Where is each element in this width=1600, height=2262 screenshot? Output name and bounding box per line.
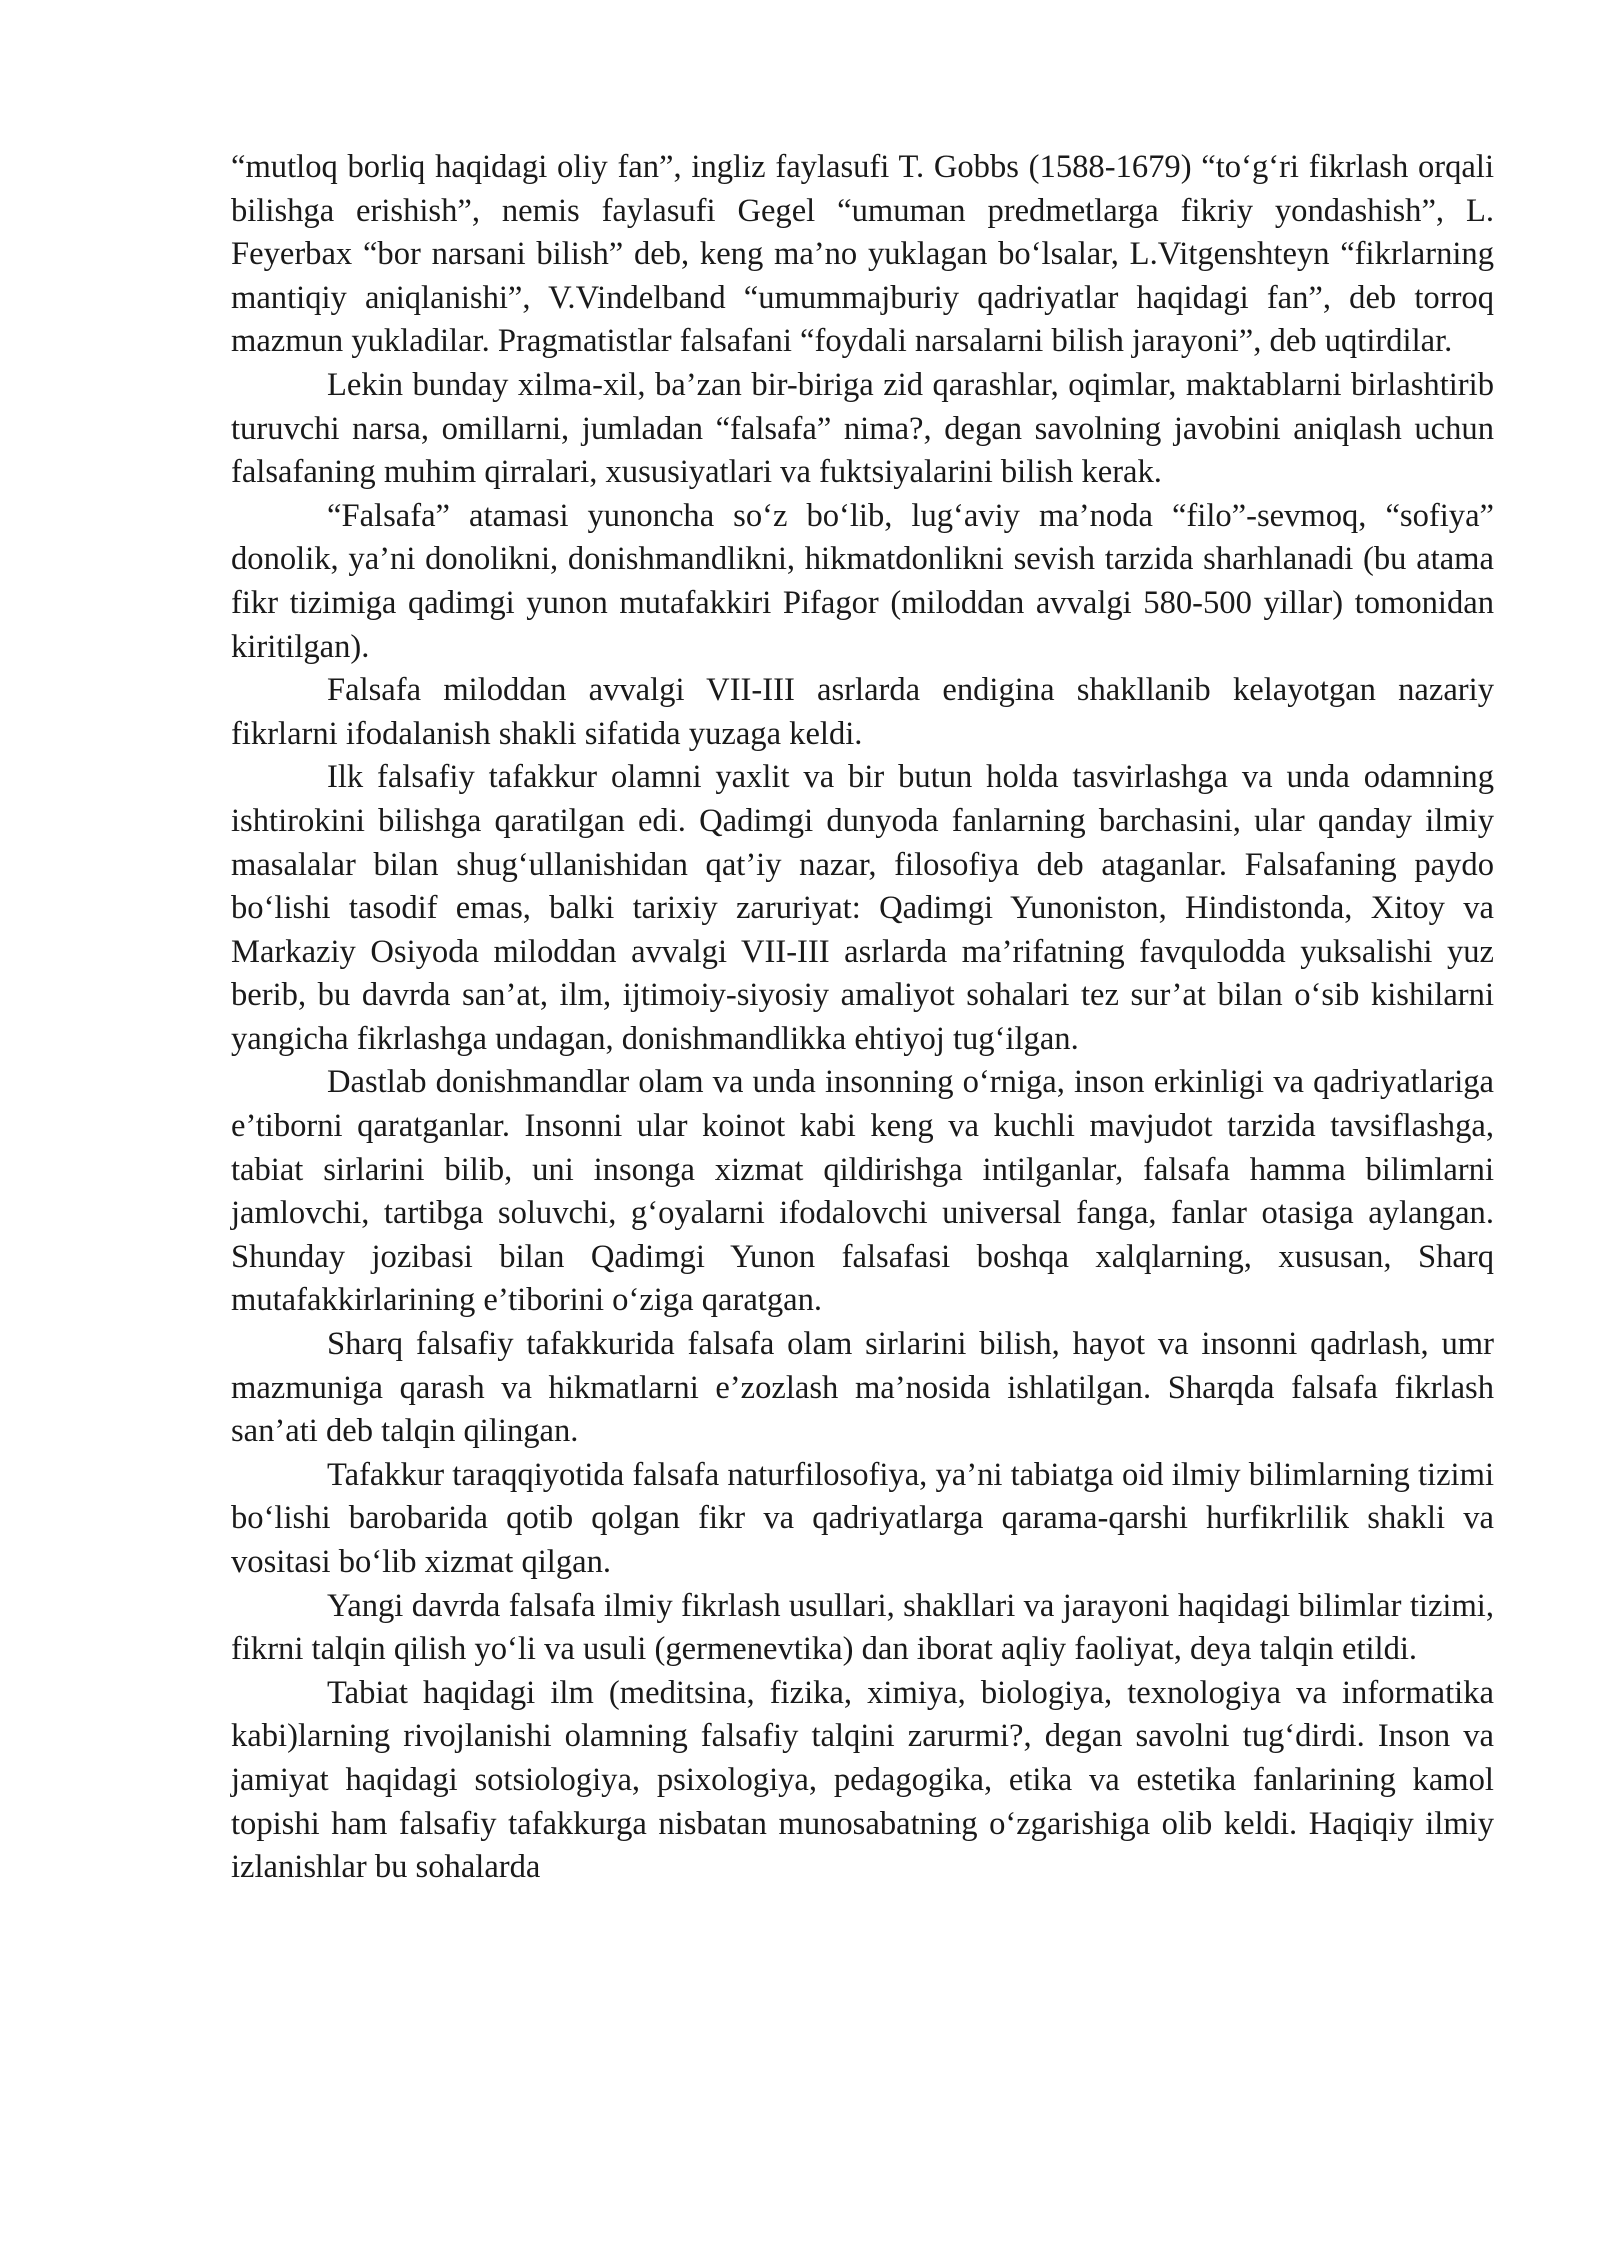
paragraph-2: Lekin bunday xilma-xil, ba’zan bir-biriga zid qarashlar, oqimlar, maktablarni birlashtirib turuvchi narsa, omillarni, jumladan “falsafa” nima?, degan savolning javobini aniqlash uchun falsafaning muhim qirralari, xususiyatlari va fuktsiyalarini bilish kerak. [231, 366, 1494, 491]
paragraph-7: Sharq falsafiy tafakkurida falsafa olam sirlarini bilish, hayot va insonni qadrlash, umr mazmuniga qarash va hikmatlarni e’zozlash ma’nosida ishlatilgan. Sharqda falsafa fikrlash san’ati deb talqin qilingan. [231, 1326, 1494, 1450]
paragraph-9: Yangi davrda falsafa ilmiy fikrlash usullari, shakllari va jarayoni haqidagi bilimlar tizimi, fikrni talqin qilish yo‘li va usuli (germenevtika) dan iborat aqliy faoliyat, deya talqin etildi. [231, 1587, 1494, 1668]
paragraph-1: “mutloq borliq haqidagi oliy fan”, ingliz faylasufi T. Gobbs (1588-1679) “to‘g‘ri fikrlash orqali bilishga erishish”, nemis faylasufi Gegel “umuman predmetlarga fikriy yondashish”, L. Feyerbax “bor narsani bilish” deb, keng ma’no yuklagan bo‘lsalar, L.Vitgenshteyn “fikrlarning mantiqiy aniqlanishi”, V.Vindelband “umummajburiy qadriyatlar haqidagi fan”, deb torroq mazmun yukladilar. Pragmatistlar falsafani “foydali narsalarni bilish jarayoni”, deb uqtirdilar. [231, 149, 1494, 360]
paragraph-5: Ilk falsafiy tafakkur olamni yaxlit va bir butun holda tasvirlashga va unda odamning ishtirokini bilishga qaratilgan edi. Qadimgi dunyoda fanlarning barchasini, ular qanday ilmiy masalalar bilan shug‘ullanishidan qat’iy nazar, filosofiya deb ataganlar. Falsafaning paydo bo‘lishi tasodif emas, balki tarixiy zaruriyat: Qadimgi Yunoniston, Hindistonda, Xitoy va Markaziy Osiyoda miloddan avvalgi VII-III asrlarda ma’rifatning favqulodda yuksalishi yuz berib, bu davrda san’at, ilm, ijtimoiy-siyosiy amaliyot sohalari tez sur’at bilan o‘sib kishilarni yangicha fikrlashga undagan, donishmandlikka ehtiyoj tug‘ilgan. [231, 759, 1494, 1057]
paragraph-8: Tafakkur taraqqiyotida falsafa naturfilosofiya, ya’ni tabiatga oid ilmiy bilimlarning tizimi bo‘lishi barobarida qotib qolgan fikr va qadriyatlarga qarama-qarshi hurfikrlilik shakli va vositasi bo‘lib xizmat qilgan. [231, 1456, 1494, 1580]
document-page [231, 146, 1494, 1890]
paragraph-6: Dastlab donishmandlar olam va unda insonning o‘rniga, inson erkinligi va qadriyatlariga e’tiborni qaratganlar. Insonni ular koinot kabi keng va kuchli mavjudot tarzida tavsiflashga, tabiat sirlarini bilib, uni insonga xizmat qildirishga intilganlar, falsafa hamma bilimlarni jamlovchi, tartibga soluvchi, g‘oyalarni ifodalovchi universal fanga, fanlar otasiga aylangan. Shunday jozibasi bilan Qadimgi Yunon falsafasi boshqa xalqlarning, xususan, Sharq mutafakkirlarining e’tiborini o‘ziga qaratgan. [231, 1064, 1494, 1319]
paragraph-4: Falsafa miloddan avvalgi VII-III asrlarda endigina shakllanib kelayotgan nazariy fikrlarni ifodalanish shakli sifatida yuzaga keldi. [231, 672, 1494, 752]
paragraph-10: Tabiat haqidagi ilm (meditsina, fizika, ximiya, biologiya, texnologiya va informatika kabi)larning rivojlanishi olamning falsafiy talqini zarurmi?, degan savolni tug‘dirdi. Inson va jamiyat haqidagi sotsiologiya, psixologiya, pedagogika, etika va estetika fanlarining kamol topishi ham falsafiy tafakkurga nisbatan munosabatning o‘zgarishiga olib keldi. Haqiqiy ilmiy izlanishlar bu sohalarda [231, 1674, 1494, 1886]
paragraph-3: “Falsafa” atamasi yunoncha so‘z bo‘lib, lug‘aviy ma’noda “filo”-sevmoq, “sofiya” donolik, ya’ni donolikni, donishmandlikni, hikmatdonlikni sevish tarzida sharhlanadi (bu atama fikr tizimiga qadimgi yunon mutafakkiri Pifagor (miloddan avvalgi 580-500 yillar) tomonidan kiritilgan). [231, 497, 1494, 665]
